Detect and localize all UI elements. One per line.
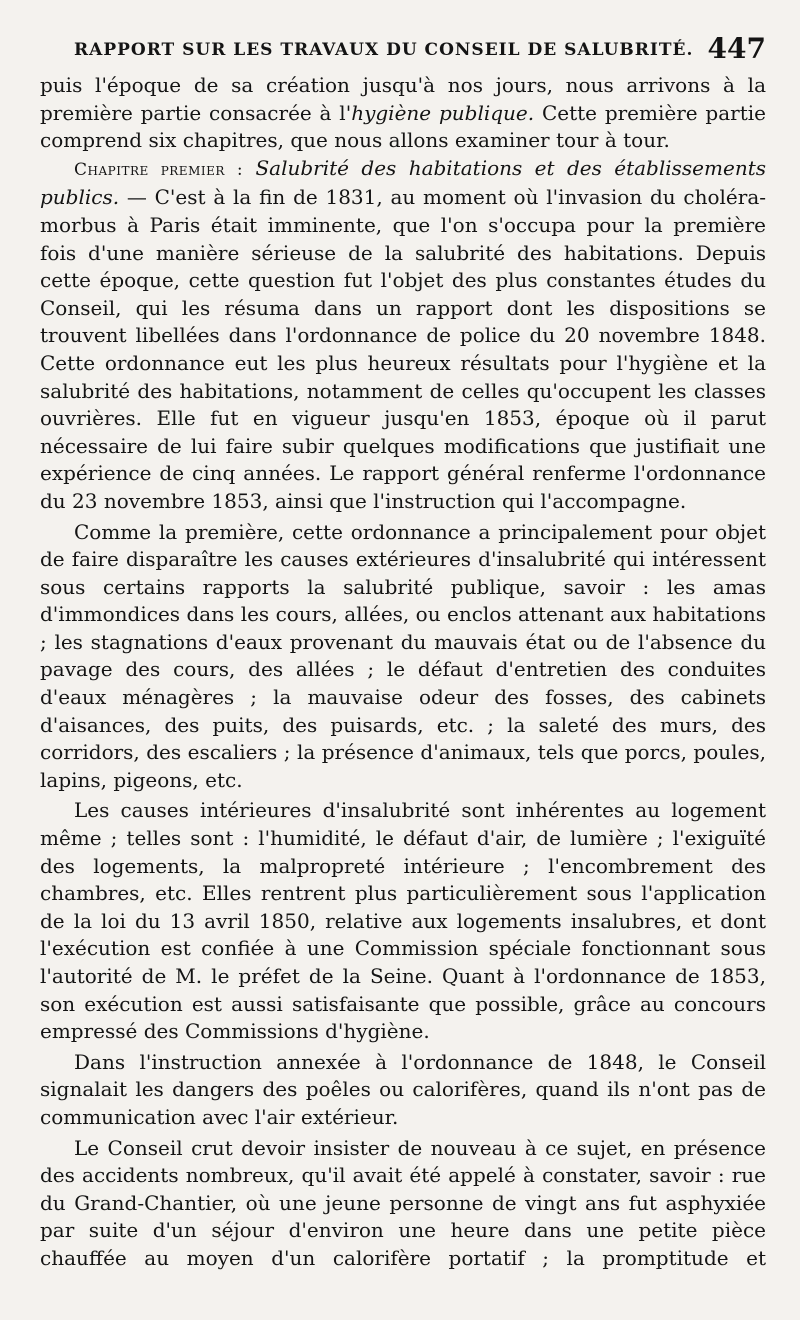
chapter-heading: Chapitre premier : xyxy=(74,159,244,180)
paragraph-5: Dans l'instruction annexée à l'ordonnance de 1848, le Conseil signalait les dangers des poêles ou calorifères, quand ils n'ont pas de communication avec l'air extérieur. xyxy=(40,1049,766,1129)
running-head xyxy=(40,32,766,72)
paragraph-1: puis l'époque de sa création jusqu'à nos jours, nous arrivons à la première partie consacrée à l'hygiène publique. Cette première partie comprend six chapitres, que nous allons examiner tour à tour. xyxy=(40,73,766,153)
page-number: 447 xyxy=(707,32,766,65)
paragraph-3: Comme la première, cette ordonnance a principalement pour objet de faire disparaître les causes extérieures d'insalubrité qui intéressent sous certains rapports la salubrité publique, savoir : les amas d'immondices dans les cours, allées, ou enclos attenant aux habitations ; les stagnations d'eaux provenant du mauvais état ou de l'absence du pavage des cours, des allées ; le défaut d'entretien des conduites d'eaux ménagères ; la mauvaise odeur des fosses, des cabinets d'aisances, des puits, des puisards, etc. ; la saleté des murs, des corridors, des escaliers ; la présence d'animaux, tels que porcs, poules, lapins, pigeons, etc. xyxy=(40,519,766,792)
running-title: RAPPORT SUR LES TRAVAUX DU CONSEIL DE SALUBRITÉ. xyxy=(74,40,694,60)
paragraph-2: Chapitre premier : Salubrité des habitations et des établissements publics. — C'est à la fin de 1831, au moment où l'invasion du choléra-morbus à Paris était imminente, que l'on s'occupa pour la première fois d'une manière sérieuse de la salubrité des habitations. Depuis cette époque, cette question fut l'objet des plus constantes études du Conseil, qui les résuma dans un rapport dont les dispositions se trouvent libellées dans l'ordonnance de police du 20 novembre 1848. Cette ordonnance eut les plus heureux résultats pour l'hygiène et la salubrité des habitations, notamment de celles qu'occupent les classes ouvrières. Elle fut en vigueur jusqu'en 1853, époque où il parut nécessaire de lui faire subir quelques modifications que justifiait une expérience de cinq années. Le rapport général renferme l'ordonnance du 23 novembre 1853, ainsi que l'instruction qui l'accompagne. xyxy=(40,155,766,513)
paragraph-6: Le Conseil crut devoir insister de nouveau à ce sujet, en présence des accidents nombreux, qu'il avait été appelé à constater, savoir : rue du Grand-Chantier, où une jeune personne de vingt ans fut asphyxiée par suite d'un séjour d'environ une heure dans une petite pièce chauffée au moyen d'un calorifère portatif ; la promptitude et xyxy=(40,1135,766,1270)
paragraph-4: Les causes intérieures d'insalubrité sont inhérentes au logement même ; telles sont : l'humidité, le défaut d'air, de lumière ; l'exiguïté des logements, la malpropreté intérieure ; l'encombrement des chambres, etc. Elles rentrent plus particulièrement sous l'application de la loi du 13 avril 1850, relative aux logements insalubres, et dont l'exécution est confiée à une Commission spéciale fonctionnant sous l'autorité de M. le préfet de la Seine. Quant à l'ordonnance de 1853, son exécution est aussi satisfaisante que possible, grâce au concours empressé des Commissions d'hygiène. xyxy=(40,798,766,1044)
chapter-title: Salubrité des habitations et des établissements publics. xyxy=(40,155,766,210)
page-body xyxy=(40,72,766,1273)
